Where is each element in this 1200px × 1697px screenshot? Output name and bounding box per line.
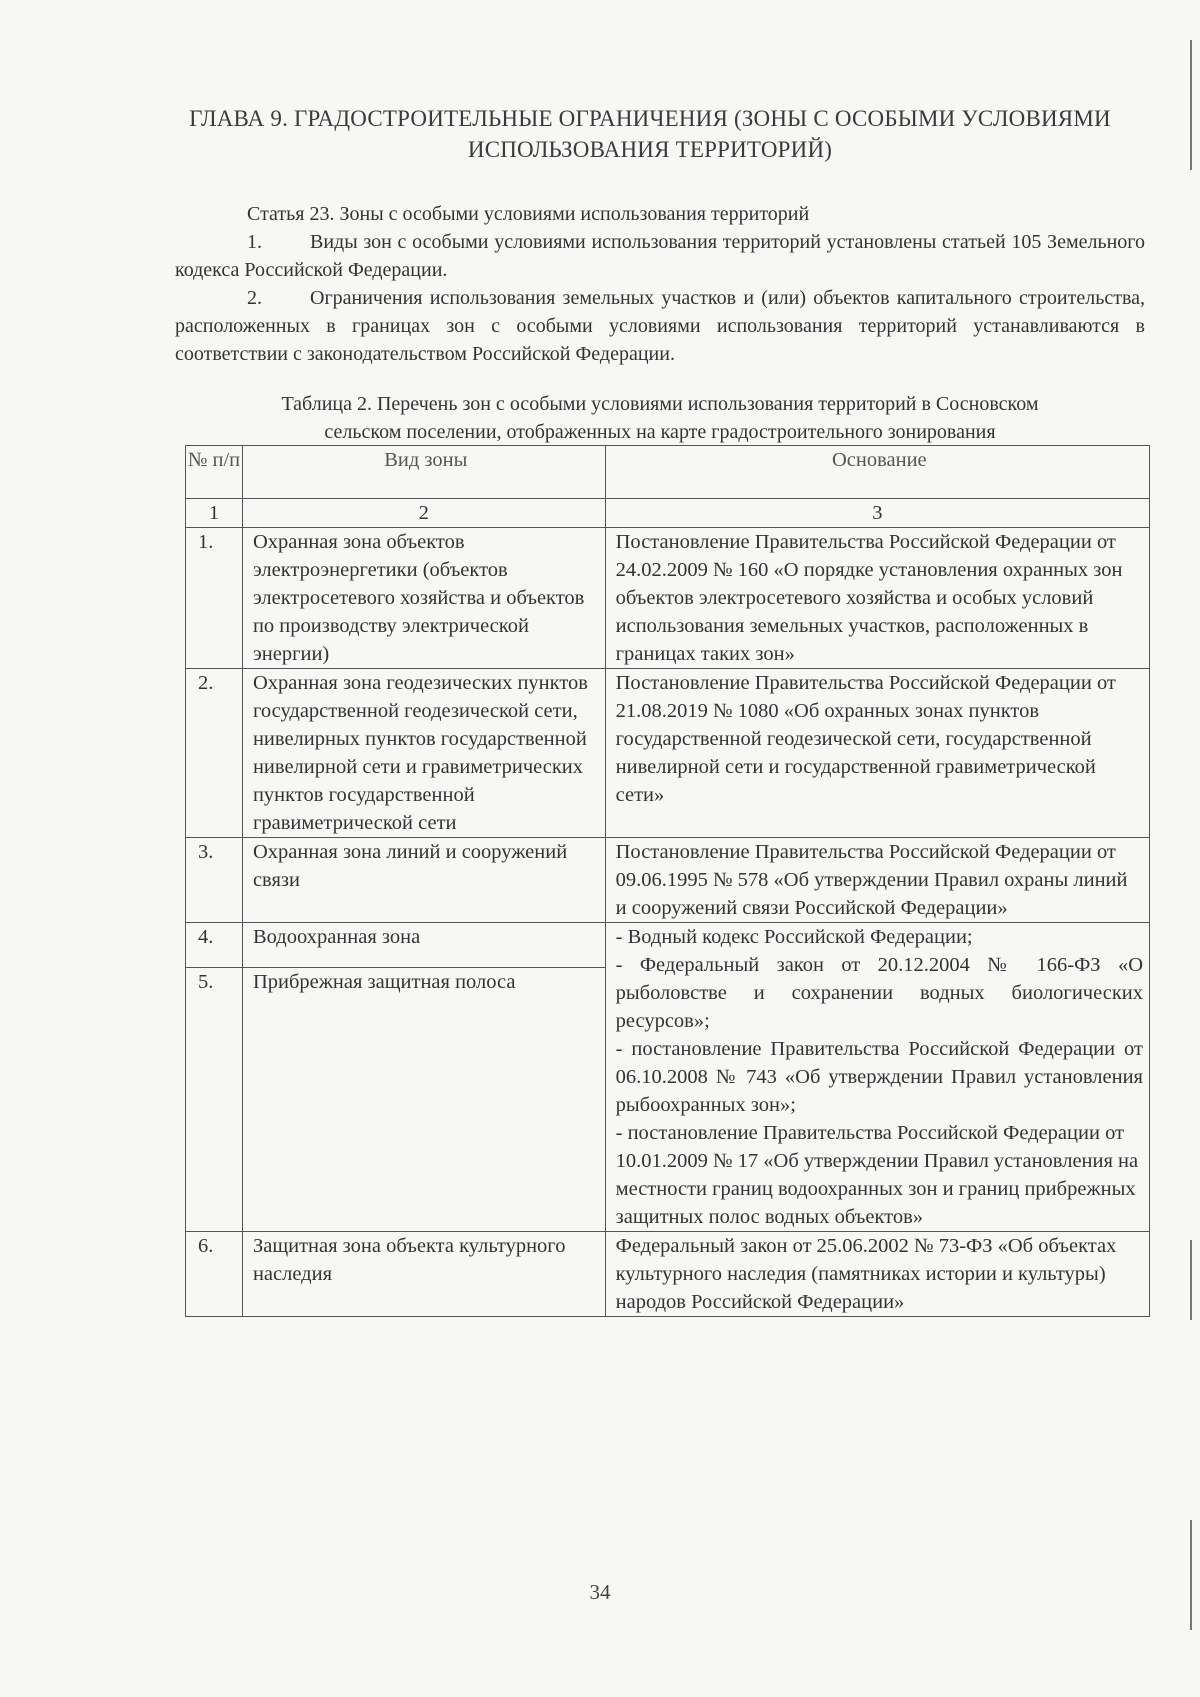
chapter-title-line2: ИСПОЛЬЗОВАНИЯ ТЕРРИТОРИЙ) bbox=[467, 137, 833, 162]
row-basis: Постановление Правительства Российской Федерации от 21.08.2019 № 1080 «Об охранных зонах пунктов государственной геодезической сети, государственной нивелирной сети и государственной гравиметрической сети» bbox=[605, 669, 1149, 838]
table-row bbox=[186, 528, 1150, 669]
paragraph-2-text: Ограничения использования земельных участков и (или) объектов капитального строительства, расположенных в границах зон с особыми условиями использования территорий устанавливаются в соответствии с законодательством Российской Федерации. bbox=[175, 287, 1145, 365]
table-caption-line2: сельском поселении, отображенных на карте градостроительного зонирования bbox=[324, 421, 996, 443]
column-index-3: 3 bbox=[605, 499, 1149, 528]
water-basis-cell bbox=[605, 923, 1149, 1232]
water-basis-item: - Водный кодекс Российской Федерации; bbox=[615, 926, 973, 948]
article-heading: Статья 23. Зоны с особыми условиями использования территорий bbox=[247, 203, 810, 225]
column-index-1: 1 bbox=[186, 499, 243, 528]
column-index-2: 2 bbox=[242, 499, 605, 528]
zones-table bbox=[185, 445, 1150, 1317]
scan-edge-mark bbox=[1190, 1240, 1192, 1320]
table-row bbox=[186, 669, 1150, 838]
header-basis: Основание bbox=[605, 446, 1149, 499]
water-basis-item: - Федеральный закон от 20.12.2004 № 166-ФЗ «О рыболовстве и сохранении водных биологических ресурсов»; bbox=[615, 954, 1143, 1032]
row-zone: Водоохранная зона bbox=[242, 923, 605, 968]
article-paragraph-1 bbox=[175, 228, 1145, 284]
chapter-title bbox=[150, 103, 1150, 165]
row-num: 4. bbox=[186, 923, 243, 968]
row-basis: Федеральный закон от 25.06.2002 № 73-ФЗ «Об объектах культурного наследия (памятниках истории и культуры) народов Российской Федерации» bbox=[605, 1232, 1149, 1317]
header-num: № п/п bbox=[186, 446, 243, 499]
water-basis-item: - постановление Правительства Российской Федерации от 06.10.2008 № 743 «Об утверждении Правил установления рыбоохранных зон»; bbox=[615, 1038, 1143, 1116]
table-row bbox=[186, 923, 1150, 968]
row-num: 1. bbox=[186, 528, 243, 669]
scan-edge-mark bbox=[1190, 1520, 1192, 1630]
table-caption bbox=[175, 390, 1145, 446]
paragraph-2-number: 2. bbox=[247, 287, 262, 309]
row-num: 2. bbox=[186, 669, 243, 838]
paragraph-1-number: 1. bbox=[247, 231, 262, 253]
scan-edge-mark bbox=[1190, 40, 1192, 170]
row-num: 5. bbox=[186, 968, 243, 1232]
article-paragraph-2 bbox=[175, 284, 1145, 368]
table-row bbox=[186, 838, 1150, 923]
row-num: 6. bbox=[186, 1232, 243, 1317]
row-num: 3. bbox=[186, 838, 243, 923]
chapter-title-line1: ГЛАВА 9. ГРАДОСТРОИТЕЛЬНЫЕ ОГРАНИЧЕНИЯ (ЗОНЫ С ОСОБЫМИ УСЛОВИЯМИ bbox=[189, 106, 1111, 131]
row-zone: Охранная зона геодезических пунктов государственной геодезической сети, нивелирных пунктов государственной нивелирной сети и гравиметрических пунктов государственной гравиметрической сети bbox=[242, 669, 605, 838]
table-row bbox=[186, 1232, 1150, 1317]
paragraph-1-text: Виды зон с особыми условиями использования территорий установлены статьей 105 Земельного кодекса Российской Федерации. bbox=[175, 231, 1145, 281]
row-basis: Постановление Правительства Российской Федерации от 24.02.2009 № 160 «О порядке установления охранных зон объектов электросетевого хозяйства и особых условий использования земельных участков, расположенных в границах таких зон» bbox=[605, 528, 1149, 669]
water-basis-item: - постановление Правительства Российской Федерации от 10.01.2009 № 17 «Об утверждении Правил установления на местности границ водоохранных зон и границ прибрежных защитных полос водных объектов» bbox=[615, 1122, 1139, 1228]
column-index-row bbox=[186, 499, 1150, 528]
header-zone: Вид зоны bbox=[242, 446, 605, 499]
row-zone: Охранная зона линий и сооружений связи bbox=[242, 838, 605, 923]
table-caption-line1: Таблица 2. Перечень зон с особыми условиями использования территорий в Сосновском bbox=[281, 393, 1039, 415]
row-basis: Постановление Правительства Российской Федерации от 09.06.1995 № 578 «Об утверждении Правил охраны линий и сооружений связи Российской Федерации» bbox=[605, 838, 1149, 923]
table-header-row bbox=[186, 446, 1150, 499]
page-number: 34 bbox=[589, 1580, 611, 1604]
row-zone: Прибрежная защитная полоса bbox=[242, 968, 605, 1232]
row-zone: Защитная зона объекта культурного наследия bbox=[242, 1232, 605, 1317]
row-zone: Охранная зона объектов электроэнергетики (объектов электросетевого хозяйства и объектов по производству электрической энергии) bbox=[242, 528, 605, 669]
